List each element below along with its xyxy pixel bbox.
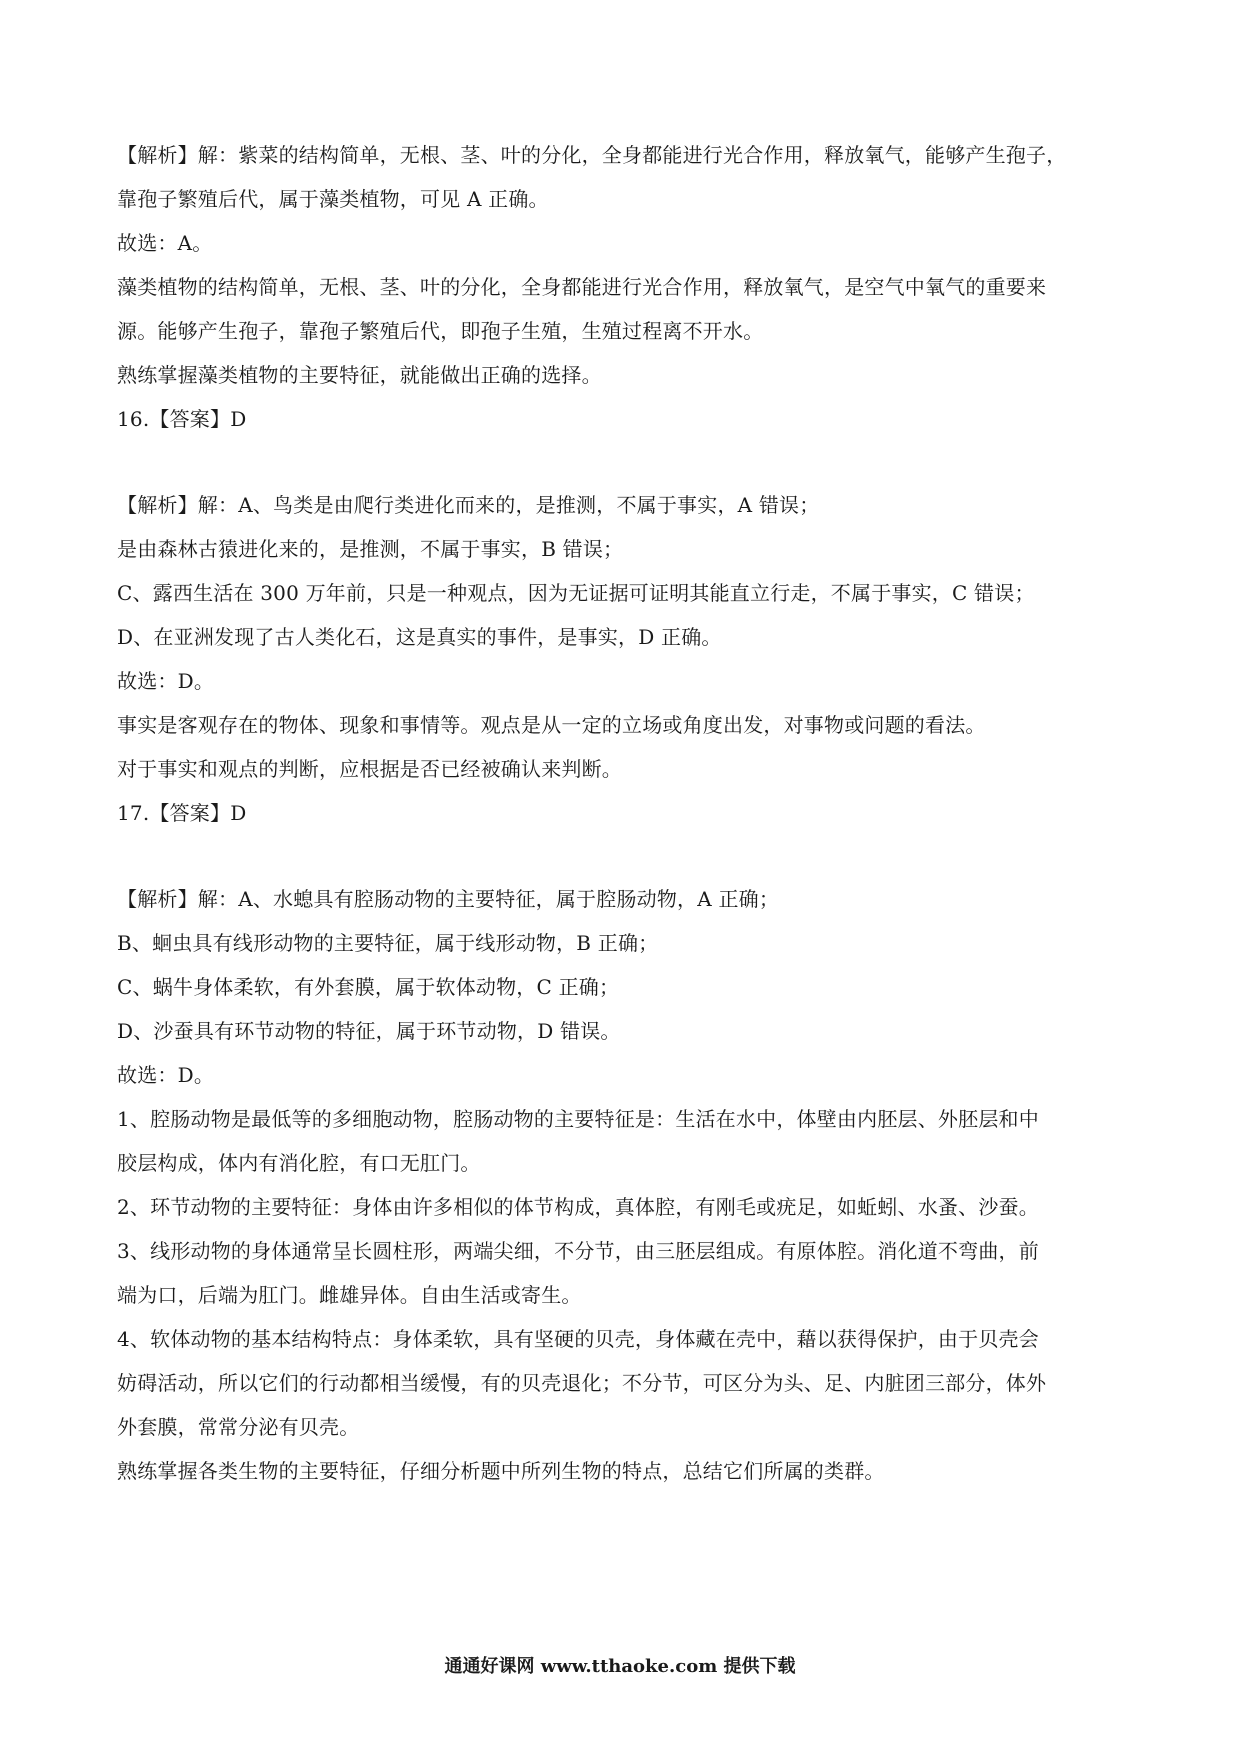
q15-note-1-line-1: 藻类植物的结构简单，无根、茎、叶的分化，全身都能进行光合作用，释放氧气，是空气中氧气的重要来 (117, 275, 1047, 299)
q16-analysis-d: D、在亚洲发现了古人类化石，这是真实的事件，是事实，D 正确。 (117, 625, 722, 649)
q17-point-3-line-2: 端为口，后端为肛门。雌雄异体。自由生活或寄生。 (117, 1283, 582, 1307)
q17-analysis-c: C、蜗牛身体柔软，有外套膜，属于软体动物，C 正确； (117, 975, 620, 999)
q17-choice: 故选：D。 (117, 1063, 215, 1087)
q15-note-1-line-2: 源。能够产生孢子，靠孢子繁殖后代，即孢子生殖，生殖过程离不开水。 (117, 319, 764, 343)
q17-point-1-line-2: 胶层构成，体内有消化腔，有口无肛门。 (117, 1151, 481, 1175)
q16-note-1: 事实是客观存在的物体、现象和事情等。观点是从一定的立场或角度出发，对事物或问题的看法。 (117, 713, 986, 737)
q15-analysis-line-2: 靠孢子繁殖后代，属于藻类植物，可见 A 正确。 (117, 187, 549, 211)
q17-point-4-line-2: 妨碍活动，所以它们的行动都相当缓慢，有的贝壳退化；不分节，可区分为头、足、内脏团三部分，体外 (117, 1371, 1047, 1395)
q17-point-4-line-3: 外套膜，常常分泌有贝壳。 (117, 1415, 360, 1439)
q17-point-2: 2、环节动物的主要特征：身体由许多相似的体节构成，真体腔，有刚毛或疣足，如蚯蚓、水蚤、沙蚕。 (117, 1195, 1039, 1219)
q16-answer: 16.【答案】D (117, 407, 247, 431)
q17-summary: 熟练掌握各类生物的主要特征，仔细分析题中所列生物的特点，总结它们所属的类群。 (117, 1459, 885, 1483)
q17-analysis-d: D、沙蚕具有环节动物的特征，属于环节动物，D 错误。 (117, 1019, 621, 1043)
q17-analysis-a: 【解析】解：A、水螅具有腔肠动物的主要特征，属于腔肠动物，A 正确； (117, 887, 780, 911)
q17-analysis-b: B、蛔虫具有线形动物的主要特征，属于线形动物，B 正确； (117, 931, 659, 955)
q15-note-2: 熟练掌握藻类植物的主要特征，就能做出正确的选择。 (117, 363, 602, 387)
q17-answer: 17.【答案】D (117, 801, 247, 825)
document-page (117, 0, 1127, 1754)
q15-analysis-line-1: 【解析】解：紫菜的结构简单，无根、茎、叶的分化，全身都能进行光合作用，释放氧气，能够产生孢子， (117, 143, 1067, 167)
q16-analysis-c: C、露西生活在 300 万年前，只是一种观点，因为无证据可证明其能直立行走，不属于事实，C 错误； (117, 581, 1035, 605)
page-footer: 通通好课网 www.tthaoke.com 提供下载 (444, 1656, 796, 1677)
q16-analysis-b: 是由森林古猿进化来的，是推测，不属于事实，B 错误； (117, 537, 624, 561)
q16-note-2: 对于事实和观点的判断，应根据是否已经被确认来判断。 (117, 757, 622, 781)
q16-analysis-a: 【解析】解：A、鸟类是由爬行类进化而来的，是推测，不属于事实，A 错误； (117, 493, 820, 517)
q15-choice: 故选：A。 (117, 231, 213, 255)
q17-point-1-line-1: 1、腔肠动物是最低等的多细胞动物，腔肠动物的主要特征是：生活在水中，体壁由内胚层、外胚层和中 (117, 1107, 1039, 1131)
q16-choice: 故选：D。 (117, 669, 215, 693)
q17-point-4-line-1: 4、软体动物的基本结构特点：身体柔软，具有坚硬的贝壳，身体藏在壳中，藉以获得保护，由于贝壳会 (117, 1327, 1039, 1351)
q17-point-3-line-1: 3、线形动物的身体通常呈长圆柱形，两端尖细，不分节，由三胚层组成。有原体腔。消化道不弯曲，前 (117, 1239, 1039, 1263)
